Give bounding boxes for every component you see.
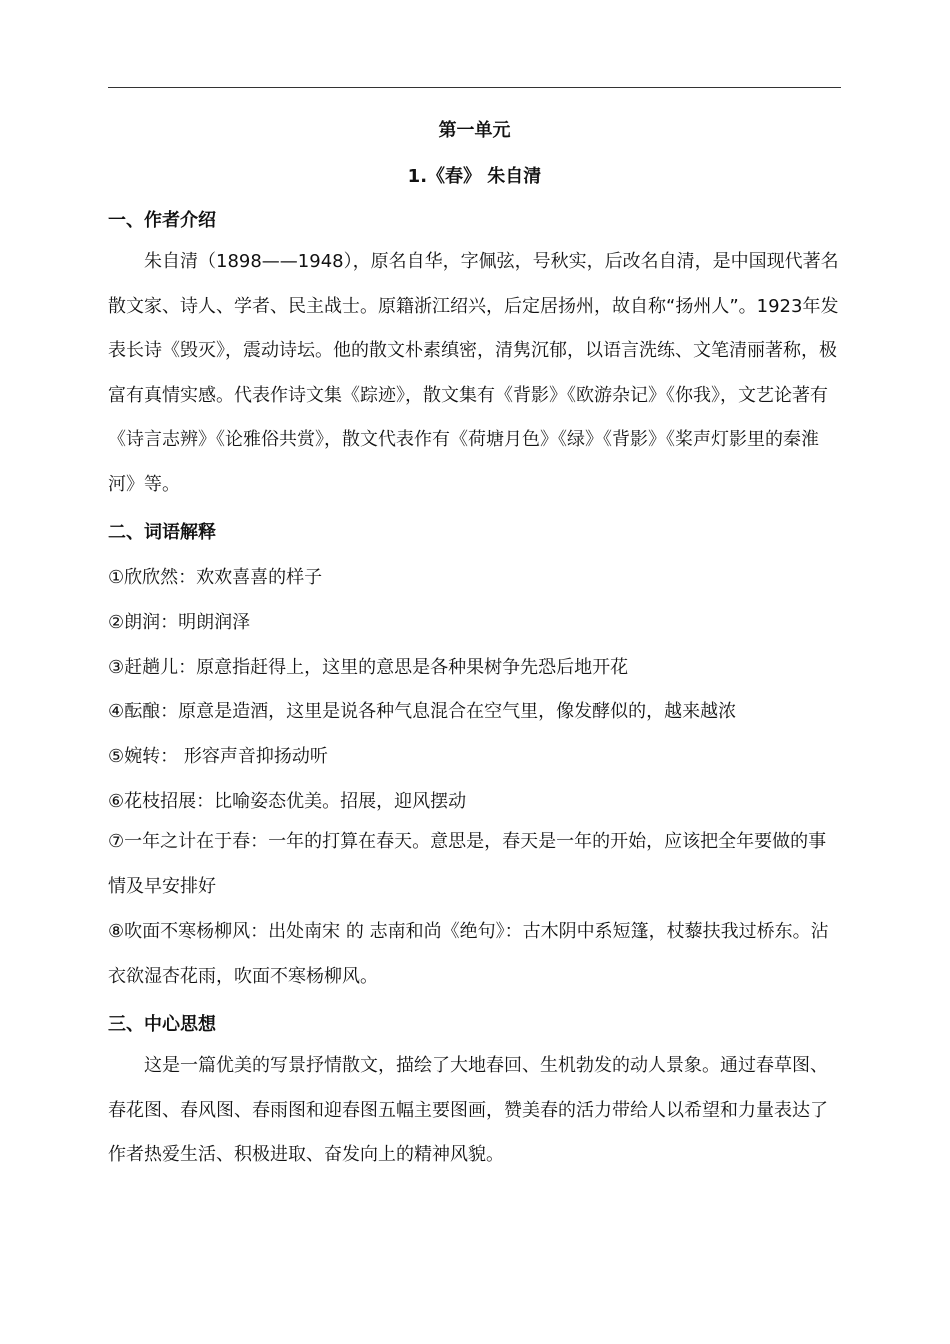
author-paragraph: 朱自清（1898——1948），原名自华，字佩弦，号秋实，后改名自清，是中国现代著名散文家、诗人、学者、民主战士。原籍浙江绍兴，后定居扬州，故自称“扬州人”。1923年发表长诗《毁灭》，震动诗坛。他的散文朴素缜密，清隽沉郁，以语言洗练、文笔清丽著称，极富有真情实感。代表作诗文集《踪迹》，散文集有《背影》《欧游杂记》《你我》，文艺论著有《诗言志辨》《论雅俗共赏》，散文代表作有《荷塘月色》《绿》《背影》《桨声灯影里的秦淮河》等。 — [108, 251, 839, 495]
theme-paragraph: 这是一篇优美的写景抒情散文，描绘了大地春回、生机勃发的动人景象。通过春草图、春花图、春风图、春雨图和迎春图五幅主要图画，赞美春的活力带给人以希望和力量表达了作者热爱生活、积极进取、奋发向上的精神风貌。 — [108, 1055, 828, 1166]
vocab-item: ⑤婉转： 形容声音抑扬动听 — [108, 746, 328, 767]
vocab-item: ①欣欣然：欢欢喜喜的样子 — [108, 567, 323, 588]
vocab-item: ⑧吹面不寒杨柳风：出处南宋 的 志南和尚《绝句》：古木阴中系短篷，杖藜扶我过桥东。沾衣欲湿杏花雨，吹面不寒杨柳风。 — [108, 921, 829, 987]
vocab-item: ④酝酿：原意是造酒，这里是说各种气息混合在空气里，像发酵似的，越来越浓 — [108, 701, 737, 722]
header-rule — [108, 87, 841, 88]
section-heading-author: 一、作者介绍 — [108, 210, 216, 231]
section-heading-vocab: 二、词语解释 — [108, 522, 216, 543]
vocab-item: ⑦一年之计在于春：一年的打算在春天。意思是，春天是一年的开始，应该把全年要做的事情及早安排好 — [108, 831, 827, 897]
vocab-item: ②朗润：明朗润泽 — [108, 612, 251, 633]
section-heading-theme: 三、中心思想 — [108, 1014, 216, 1035]
unit-title: 第一单元 — [438, 120, 511, 141]
vocab-item: ③赶趟儿：原意指赶得上，这里的意思是各种果树争先恐后地开花 — [108, 657, 629, 678]
lesson-title: 1.《春》 朱自清 — [407, 166, 542, 187]
vocab-item: ⑥花枝招展：比喻姿态优美。招展，迎风摆动 — [108, 791, 467, 812]
